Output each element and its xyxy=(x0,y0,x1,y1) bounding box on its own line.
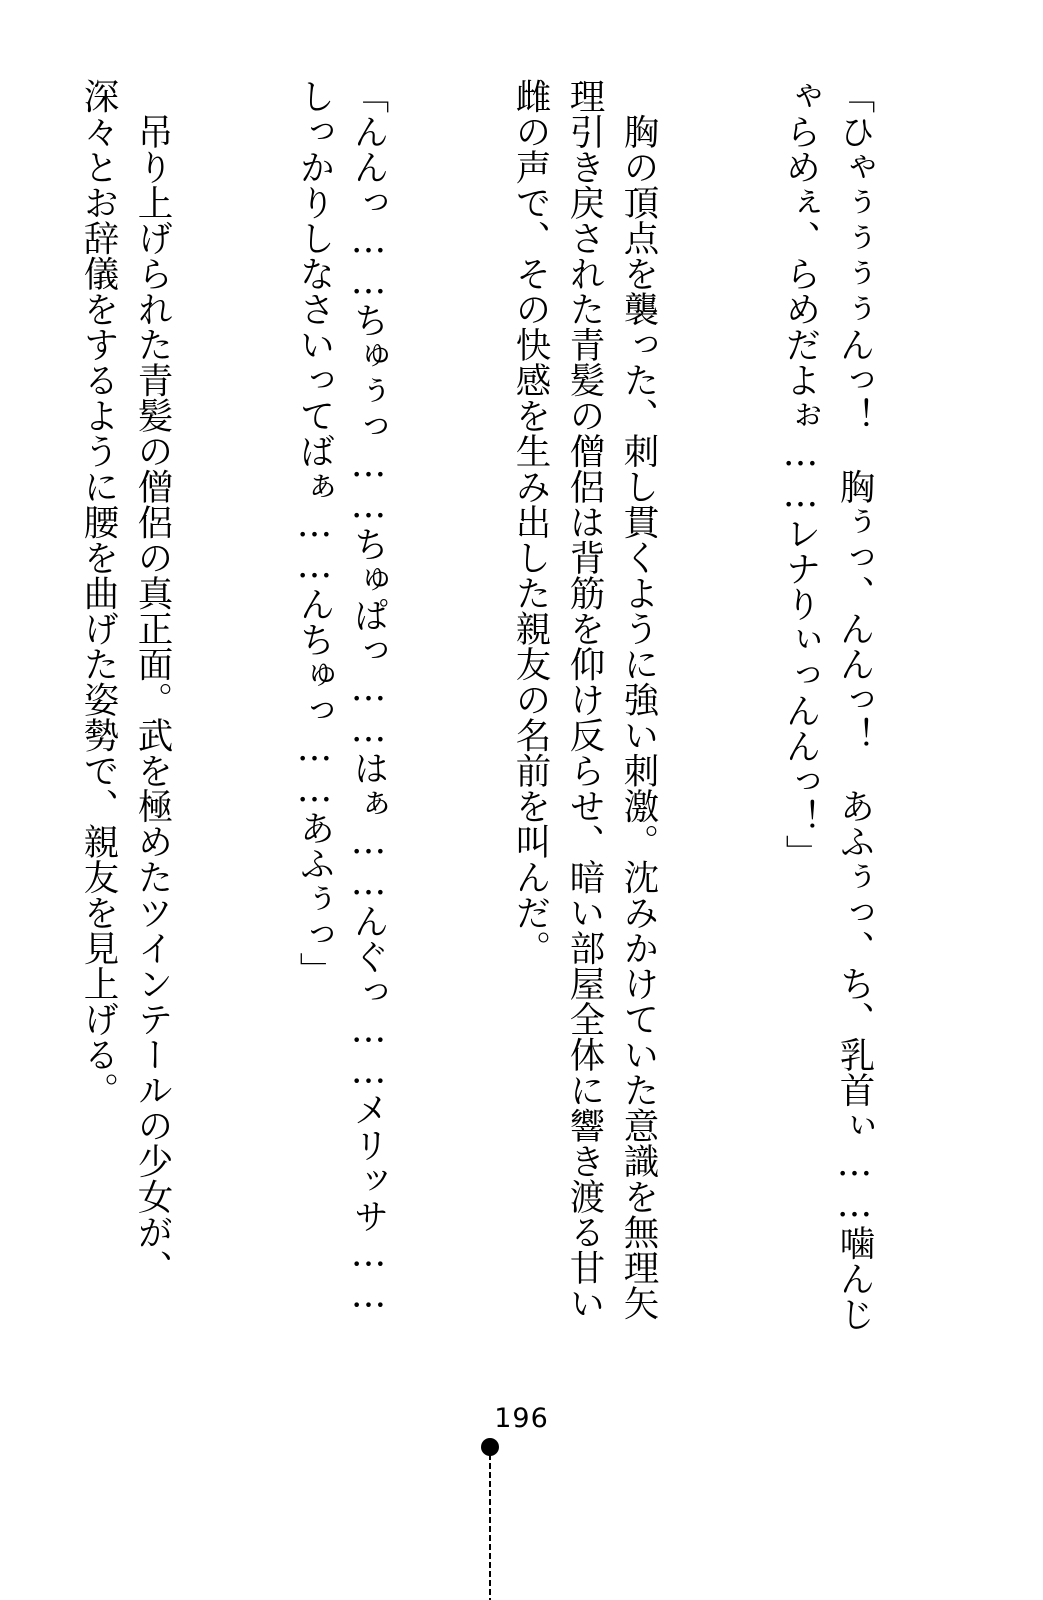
vertical-text-body xyxy=(29,78,989,1338)
paragraph-narration-1: 胸の頂点を襲った、刺し貫くように強い刺激。沈みかけていた意識を無理矢理引き戻された青髪の僧侶は背筋を仰け反らせ、暗い部屋全体に響き渡る甘い雌の声で、その快感を生み出した親友の名前を叫んだ。 xyxy=(510,78,659,1321)
page-number: 196 xyxy=(494,1403,549,1434)
paragraph-narration-2: 吊り上げられた青髪の僧侶の真正面。武を極めたツインテールの少女が、深々とお辞儀をするように腰を曲げた姿勢で、親友を見上げる。 xyxy=(78,78,173,1285)
paragraph-dialogue-2: 「んんっ……ちゅぅっ……ちゅぱっ……はぁ……んぐっ……メリッサ……しっかりしなさいってばぁ……んちゅっ……あふぅっ」 xyxy=(294,78,389,1316)
bookmark-ribbon-line xyxy=(489,1454,491,1600)
paragraph-dialogue-1: 「ひゃぅぅぅぅんっ！ 胸ぅっ、んんっ！ あふぅっ、ち、乳首ぃ……噛んじゃらめぇ、らめだよぉ……レナりぃっんんっ！」 xyxy=(780,78,875,1332)
